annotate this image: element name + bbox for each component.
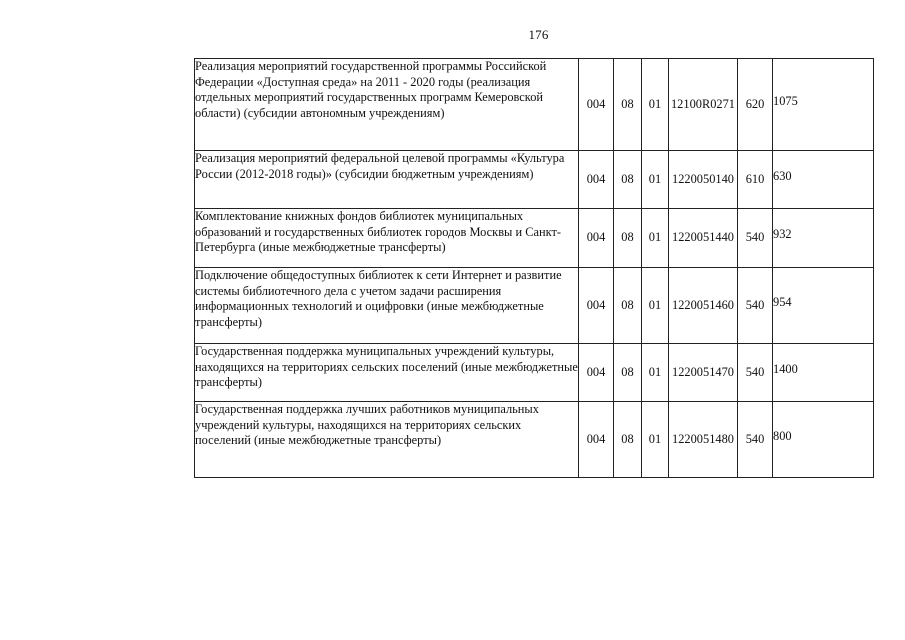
row-description: Государственная поддержка лучших работников муниципальных учреждений культуры, находящихся на территориях сельских поселений (иные межбюджетные трансферты) [195,402,579,478]
table-row [195,151,874,209]
expense-type-code: 620 [738,59,773,151]
ministry-code: 004 [579,151,614,209]
expense-type-code: 540 [738,344,773,402]
target-article-code: 1220051480 [669,402,738,478]
expense-type-code: 540 [738,402,773,478]
row-description: Подключение общедоступных библиотек к сети Интернет и развитие системы библиотечного дела с учетом задачи расширения информационных технологий и оцифровки (иные межбюджетные трансферты) [195,268,579,344]
ministry-code: 004 [579,344,614,402]
ministry-code: 004 [579,268,614,344]
table-row [195,402,874,478]
section-code: 08 [614,151,642,209]
table-row [195,209,874,268]
table-row [195,344,874,402]
target-article-code: 1220051440 [669,209,738,268]
ministry-code: 004 [579,59,614,151]
row-description: Комплектование книжных фондов библиотек муниципальных образований и государственных библиотек городов Москвы и Санкт-Петербурга (иные межбюджетные трансферты) [195,209,579,268]
table-row [195,268,874,344]
amount-text: 630 [773,168,792,183]
ministry-code: 004 [579,209,614,268]
target-article-code: 1220051460 [669,268,738,344]
budget-allocation-table [194,58,874,478]
section-code: 08 [614,59,642,151]
subsection-code: 01 [642,344,669,402]
amount-value [773,402,874,478]
section-code: 08 [614,209,642,268]
page-number: 176 [528,27,549,42]
section-code: 08 [614,268,642,344]
subsection-code: 01 [642,402,669,478]
section-code: 08 [614,344,642,402]
amount-text: 1400 [773,361,798,376]
subsection-code: 01 [642,209,669,268]
subsection-code: 01 [642,59,669,151]
row-description: Реализация мероприятий федеральной целевой программы «Культура России (2012-2018 годы)» (субсидии бюджетным учреждениям) [195,151,579,209]
ministry-code: 004 [579,402,614,478]
row-description: Государственная поддержка муниципальных учреждений культуры, находящихся на территориях сельских поселений (иные межбюджетные трансферты) [195,344,579,402]
subsection-code: 01 [642,268,669,344]
table-row [195,59,874,151]
amount-value [773,344,874,402]
amount-value [773,209,874,268]
target-article-code: 1220050140 [669,151,738,209]
target-article-code: 12100R0271 [669,59,738,151]
amount-value [773,59,874,151]
subsection-code: 01 [642,151,669,209]
amount-text: 932 [773,227,792,242]
target-article-code: 1220051470 [669,344,738,402]
expense-type-code: 610 [738,151,773,209]
section-code: 08 [614,402,642,478]
amount-value [773,268,874,344]
amount-text: 800 [773,428,792,443]
amount-text: 954 [773,294,792,309]
expense-type-code: 540 [738,209,773,268]
amount-text: 1075 [773,93,798,108]
expense-type-code: 540 [738,268,773,344]
row-description: Реализация мероприятий государственной программы Российской Федерации «Доступная среда» на 2011 - 2020 годы (реализация отдельных мероприятий государственных программ Кемеровской области) (субсидии автономным учреждениям) [195,59,579,151]
amount-value [773,151,874,209]
